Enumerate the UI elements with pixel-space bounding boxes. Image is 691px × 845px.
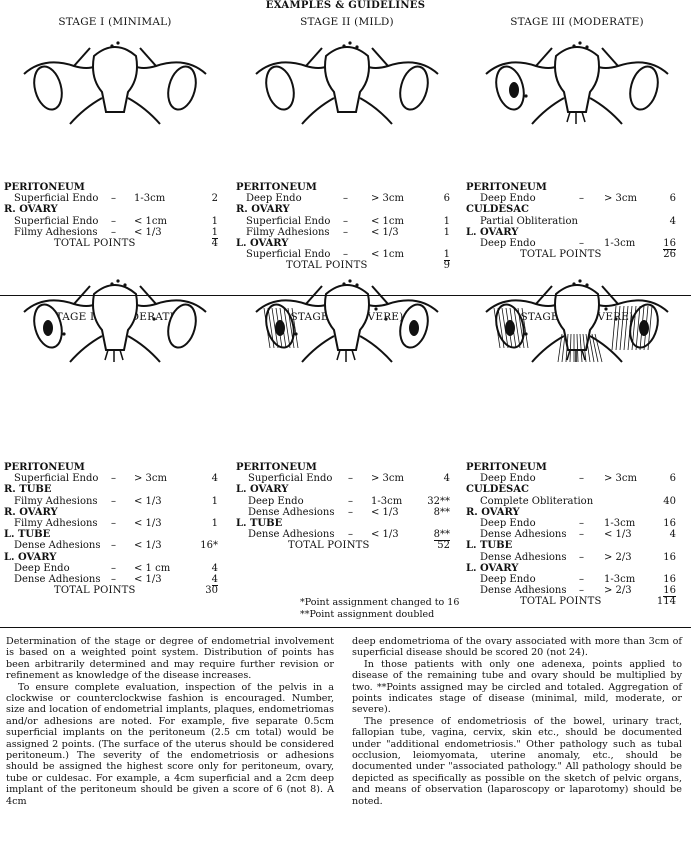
row-label: Filmy Adhesions bbox=[14, 517, 98, 529]
row-label: Deep Endo bbox=[480, 237, 536, 249]
points-value: 1 bbox=[211, 517, 218, 529]
extent-value: < 1/3 bbox=[134, 495, 162, 507]
row-label: Dense Adhesions bbox=[248, 529, 335, 541]
row-label: Filmy Adhesions bbox=[14, 495, 98, 507]
extent-value: < 1cm bbox=[371, 249, 405, 261]
extent-value: < 1cm bbox=[134, 215, 168, 227]
points-value: 16* bbox=[200, 540, 218, 552]
points-value: 26 bbox=[663, 249, 676, 261]
score-row bbox=[4, 227, 226, 238]
points-value: 4 bbox=[211, 237, 218, 249]
row-label: Dense Adhesions bbox=[14, 573, 101, 585]
site-heading bbox=[466, 484, 688, 495]
site-heading bbox=[466, 204, 688, 215]
row-label: R. OVARY bbox=[4, 506, 58, 518]
score-row bbox=[236, 193, 458, 204]
stage-panel bbox=[236, 305, 458, 595]
extent-value: < 1/3 bbox=[371, 226, 399, 238]
points-value: 4 bbox=[443, 473, 450, 485]
row-label: Deep Endo bbox=[480, 193, 536, 205]
footnote-single: *Point assignment changed to 16 bbox=[300, 597, 460, 608]
row-label: Superficial Endo bbox=[14, 215, 99, 227]
score-row bbox=[466, 473, 688, 484]
dash-separator: – bbox=[111, 495, 116, 507]
points-value: 8** bbox=[433, 529, 450, 541]
score-row bbox=[4, 540, 226, 551]
row-label: R. OVARY bbox=[466, 506, 520, 518]
score-row bbox=[236, 249, 458, 260]
extent-value: > 2/3 bbox=[604, 585, 632, 597]
total-row bbox=[466, 249, 688, 260]
dash-separator: – bbox=[579, 573, 584, 585]
dash-separator: – bbox=[343, 215, 348, 227]
row-label: Deep Endo bbox=[248, 495, 304, 507]
row-label: TOTAL POINTS bbox=[54, 237, 136, 249]
dash-separator: – bbox=[579, 529, 584, 541]
score-table bbox=[236, 182, 458, 272]
score-row bbox=[466, 496, 688, 507]
row-label: L. OVARY bbox=[4, 551, 57, 563]
row-label: Deep Endo bbox=[14, 562, 70, 574]
score-table bbox=[466, 182, 688, 260]
row-label: TOTAL POINTS bbox=[520, 596, 602, 608]
points-value: 1 bbox=[443, 249, 450, 261]
row-label: CULDESAC bbox=[466, 484, 529, 496]
stage-panel bbox=[4, 10, 226, 300]
stage-heading: STAGE (SEVERE) bbox=[520, 311, 634, 323]
extent-value: < 1cm bbox=[371, 215, 405, 227]
score-row bbox=[466, 552, 688, 563]
stage-panel bbox=[466, 305, 688, 608]
row-label: Superficial Endo bbox=[248, 473, 333, 485]
score-row bbox=[236, 507, 458, 518]
extent-value: 1-3cm bbox=[604, 517, 636, 529]
extent-value: < 1/3 bbox=[134, 573, 162, 585]
row-label: CULDESAC bbox=[466, 204, 529, 216]
points-value: 1 bbox=[211, 215, 218, 227]
row-label: Dense Adhesions bbox=[14, 540, 101, 552]
site-heading bbox=[236, 484, 458, 495]
row-label: R. OVARY bbox=[4, 204, 58, 216]
page-title: EXAMPLES & GUIDELINES bbox=[265, 0, 426, 11]
stage-panel bbox=[236, 10, 458, 300]
row-label: PERITONEUM bbox=[466, 462, 547, 473]
row-label: L. TUBE bbox=[4, 529, 51, 541]
points-value: 16 bbox=[663, 237, 676, 249]
score-row bbox=[236, 473, 458, 484]
points-value: 8** bbox=[433, 506, 450, 518]
site-heading bbox=[466, 563, 688, 574]
dash-separator: – bbox=[111, 193, 116, 205]
extent-value: 1-3cm bbox=[604, 237, 636, 249]
stage-panel bbox=[4, 305, 226, 595]
score-row bbox=[466, 574, 688, 585]
row-label: TOTAL POINTS bbox=[286, 260, 368, 272]
paragraph: To ensure complete evaluation, inspection of the pelvis in a clockwise or counterclockwise fashion is encouraged. Number, size and location of endometrial implants, plaques, endometriomas and/or adhesions are noted. For example, five separate 0.5cm superficial implants on the peritoneum (2.5 cm total) would be assigned 2 points. (The surface of the uterus should be considered peritoneum.) The severity of the endometriosis or adhesions should be assigned the highest score only for peritoneum, ovary, tube or culdesac. For example, a 4cm superficial and a 2cm deep implant of the peritoneum should be given a score of 6 (not 8). A 4cm bbox=[6, 681, 334, 807]
extent-value: < 1/3 bbox=[604, 529, 632, 541]
extent-value: > 3cm bbox=[604, 473, 638, 485]
row-label: R. OVARY bbox=[236, 204, 290, 216]
row-label: PERITONEUM bbox=[4, 462, 85, 473]
points-value: 6 bbox=[669, 473, 676, 485]
site-heading bbox=[4, 204, 226, 215]
dash-separator: – bbox=[579, 473, 584, 485]
points-value: 16 bbox=[663, 573, 676, 585]
row-label: PERITONEUM bbox=[236, 462, 317, 473]
row-label: L. OVARY bbox=[466, 226, 519, 238]
row-label: L. TUBE bbox=[466, 540, 513, 552]
points-value: 16 bbox=[663, 517, 676, 529]
extent-value: > 3cm bbox=[134, 473, 168, 485]
extent-value: < 1/3 bbox=[134, 540, 162, 552]
dash-separator: – bbox=[343, 193, 348, 205]
dash-separator: – bbox=[579, 551, 584, 563]
dash-separator: – bbox=[579, 585, 584, 597]
row-label: Filmy Adhesions bbox=[246, 226, 330, 238]
extent-value: > 3cm bbox=[371, 473, 405, 485]
site-heading bbox=[4, 529, 226, 540]
row-label: Superficial Endo bbox=[246, 215, 331, 227]
pelvis-diagram bbox=[236, 26, 458, 126]
total-row bbox=[236, 540, 458, 551]
footnote-double: **Point assignment doubled bbox=[300, 609, 435, 620]
row-label: Dense Adhesions bbox=[480, 585, 567, 597]
row-label: PERITONEUM bbox=[466, 182, 547, 193]
score-row bbox=[4, 216, 226, 227]
row-label: R. TUBE bbox=[4, 484, 52, 496]
score-row bbox=[236, 496, 458, 507]
row-label: Dense Adhesions bbox=[480, 529, 567, 541]
score-row bbox=[4, 518, 226, 529]
dash-separator: – bbox=[348, 495, 353, 507]
score-row bbox=[236, 216, 458, 227]
extent-value: > 2/3 bbox=[604, 551, 632, 563]
site-heading bbox=[236, 462, 458, 473]
paragraph: Determination of the stage or degree of endometrial involvement is based on a weighted point system. Distribution of points has been arbitrarily determined and may require further revision or refinement as knowledge of the disease increases. bbox=[6, 636, 334, 682]
stage-heading: STAGE II (MILD) bbox=[300, 16, 394, 28]
row-label: Superficial Endo bbox=[14, 193, 99, 205]
dash-separator: – bbox=[111, 473, 116, 485]
extent-value: 1-3cm bbox=[604, 573, 636, 585]
row-label: Superficial Endo bbox=[246, 249, 331, 261]
extent-value: > 3cm bbox=[371, 193, 405, 205]
total-row bbox=[4, 238, 226, 249]
row-label: TOTAL POINTS bbox=[288, 540, 370, 552]
points-value: 1 bbox=[443, 215, 450, 227]
points-value: 2 bbox=[211, 193, 218, 205]
row-label: Dense Adhesions bbox=[480, 551, 567, 563]
row-label: Partial Obliteration bbox=[480, 215, 578, 227]
extent-value: 1-3cm bbox=[134, 193, 166, 205]
dash-separator: – bbox=[348, 473, 353, 485]
row-label: TOTAL POINTS bbox=[520, 249, 602, 261]
dash-separator: – bbox=[348, 529, 353, 541]
extent-value: < 1 cm bbox=[134, 562, 171, 574]
points-value: 9 bbox=[443, 260, 450, 272]
dash-separator: – bbox=[111, 540, 116, 552]
row-label: L. TUBE bbox=[236, 517, 283, 529]
score-row bbox=[4, 496, 226, 507]
row-label: Deep Endo bbox=[480, 573, 536, 585]
points-value: 32** bbox=[427, 495, 450, 507]
pelvis-diagram bbox=[466, 26, 688, 126]
score-row bbox=[466, 238, 688, 249]
total-row bbox=[4, 585, 226, 596]
paragraph: In those patients with only one adenexa, points applied to disease of the remaining tube and ovary should be multiplied by two. **Points assigned may be circled and totaled. Aggregation of points indicates stage of disease (minimal, mild, moderate, or severe). bbox=[352, 658, 682, 716]
score-table bbox=[236, 462, 458, 552]
pelvis-diagram bbox=[4, 264, 226, 364]
score-row bbox=[466, 518, 688, 529]
row-label: Complete Obliteration bbox=[480, 495, 594, 507]
site-heading bbox=[236, 182, 458, 193]
stage-heading: STAGE (MODERATE) bbox=[48, 311, 182, 323]
site-heading bbox=[466, 507, 688, 518]
dash-separator: – bbox=[111, 517, 116, 529]
site-heading bbox=[466, 182, 688, 193]
row-label: Deep Endo bbox=[480, 517, 536, 529]
site-heading bbox=[4, 552, 226, 563]
extent-value: > 3cm bbox=[604, 193, 638, 205]
stage-heading: STAGE I (MINIMAL) bbox=[58, 16, 172, 28]
points-value: 4 bbox=[211, 562, 218, 574]
points-value: 6 bbox=[669, 193, 676, 205]
stage-panel bbox=[466, 10, 688, 300]
extent-value: < 1/3 bbox=[134, 226, 162, 238]
site-heading bbox=[236, 204, 458, 215]
row-label: Dense Adhesions bbox=[248, 506, 335, 518]
extent-value: < 1/3 bbox=[134, 517, 162, 529]
points-value: 16 bbox=[663, 585, 676, 597]
row-label: Deep Endo bbox=[246, 193, 302, 205]
row-label: PERITONEUM bbox=[236, 182, 317, 193]
score-row bbox=[466, 193, 688, 204]
dash-separator: – bbox=[111, 573, 116, 585]
points-value: 1 bbox=[443, 226, 450, 238]
dash-separator: – bbox=[579, 237, 584, 249]
score-row bbox=[466, 216, 688, 227]
score-row bbox=[4, 563, 226, 574]
points-value: 4 bbox=[211, 573, 218, 585]
total-row bbox=[466, 596, 688, 607]
dash-separator: – bbox=[343, 249, 348, 261]
extent-value: < 1/3 bbox=[371, 506, 399, 518]
pelvis-diagram bbox=[236, 264, 458, 364]
points-value: 16 bbox=[663, 551, 676, 563]
row-label: TOTAL POINTS bbox=[54, 585, 136, 597]
stage-heading: STAGE III (MODERATE) bbox=[510, 16, 644, 28]
section-divider bbox=[0, 627, 691, 628]
row-label: PERITONEUM bbox=[4, 182, 85, 193]
paragraph: deep endometrioma of the ovary associated with more than 3cm of superficial disease should be scored 20 (not 24). bbox=[352, 636, 682, 659]
site-heading bbox=[4, 507, 226, 518]
extent-value: < 1/3 bbox=[371, 529, 399, 541]
score-row bbox=[4, 574, 226, 585]
stage-heading: STAGE (SEVERE) bbox=[290, 311, 404, 323]
paragraph: The presence of endometriosis of the bowel, urinary tract, fallopian tube, vagina, cervix, skin etc., should be documented under "additional endometriosis." Other pathology such as tubal occlusion, leiomyomata, uterine anomaly, etc., should be documented under "associated pathology." All pathology should be depicted as specifically as possible on the sketch of pelvic organs, and means of observation (laparoscopy or laparotomy) should be noted. bbox=[352, 715, 682, 807]
site-heading bbox=[236, 518, 458, 529]
guidelines-text-right bbox=[352, 636, 682, 807]
site-heading bbox=[466, 227, 688, 238]
guidelines-text-left bbox=[6, 636, 334, 807]
dash-separator: – bbox=[348, 506, 353, 518]
score-row bbox=[4, 473, 226, 484]
row-label: L. OVARY bbox=[466, 562, 519, 574]
score-row bbox=[466, 529, 688, 540]
dash-separator: – bbox=[343, 226, 348, 238]
points-value: 1 bbox=[211, 226, 218, 238]
score-row bbox=[4, 193, 226, 204]
points-value: 52 bbox=[437, 540, 450, 552]
extent-value: 1-3cm bbox=[371, 495, 403, 507]
footnotes bbox=[300, 597, 459, 621]
row-label: Deep Endo bbox=[480, 473, 536, 485]
points-value: 4 bbox=[669, 215, 676, 227]
row-label: L. OVARY bbox=[236, 484, 289, 496]
pelvis-diagram bbox=[466, 264, 688, 364]
row-label: Filmy Adhesions bbox=[14, 226, 98, 238]
points-value: 6 bbox=[443, 193, 450, 205]
points-value: 114 bbox=[656, 596, 676, 608]
dash-separator: – bbox=[111, 226, 116, 238]
site-heading bbox=[466, 540, 688, 551]
dash-separator: – bbox=[579, 517, 584, 529]
site-heading bbox=[4, 182, 226, 193]
points-value: 4 bbox=[669, 529, 676, 541]
points-value: 4 bbox=[211, 473, 218, 485]
site-heading bbox=[236, 238, 458, 249]
site-heading bbox=[466, 462, 688, 473]
row-label: L. OVARY bbox=[236, 237, 289, 249]
points-value: 30 bbox=[205, 585, 218, 597]
site-heading bbox=[4, 484, 226, 495]
section-divider bbox=[0, 295, 691, 296]
score-table bbox=[466, 462, 688, 607]
site-heading bbox=[4, 462, 226, 473]
dash-separator: – bbox=[111, 215, 116, 227]
score-table bbox=[4, 462, 226, 596]
pelvis-diagram bbox=[4, 26, 226, 126]
dash-separator: – bbox=[111, 562, 116, 574]
score-row bbox=[236, 227, 458, 238]
score-table bbox=[4, 182, 226, 249]
score-row bbox=[236, 529, 458, 540]
row-label: Superficial Endo bbox=[14, 473, 99, 485]
points-value: 40 bbox=[663, 495, 676, 507]
points-value: 1 bbox=[211, 495, 218, 507]
score-row bbox=[466, 585, 688, 596]
dash-separator: – bbox=[579, 193, 584, 205]
